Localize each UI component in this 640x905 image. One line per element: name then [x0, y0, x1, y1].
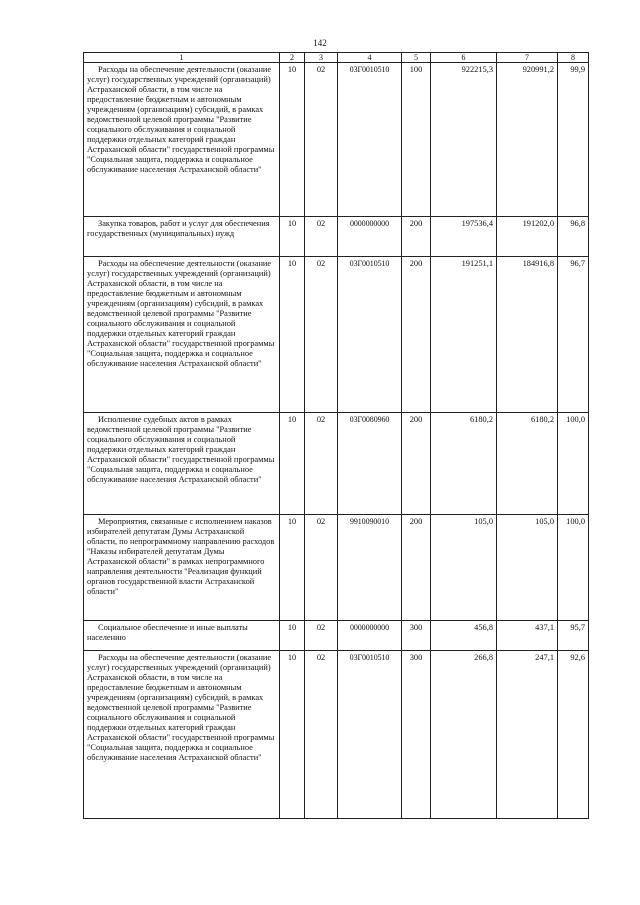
cell-section: 10	[280, 63, 305, 217]
cell-planned: 922215,3	[431, 63, 497, 217]
cell-expense-type: 300	[402, 621, 431, 651]
cell-percent: 100,0	[558, 413, 589, 515]
cell-section: 10	[280, 217, 305, 257]
header-row	[84, 53, 589, 63]
table-row	[84, 63, 589, 217]
cell-target-code: 9910090010	[338, 515, 402, 621]
cell-executed: 191202,0	[497, 217, 558, 257]
table-row	[84, 515, 589, 621]
row-description: Мероприятия, связанные с исполнением наказов избирателей депутатам Думы Астраханской области, по непрограммному направлению расходов "Наказы избирателей депутатам Думы Астраханской области" в рамках непрограммного направления деятельности "Реализация функций органов государственной власти Астраханской области"	[84, 515, 280, 621]
budget-table	[83, 52, 589, 819]
column-header: 6	[431, 53, 497, 63]
cell-expense-type: 200	[402, 257, 431, 413]
cell-expense-type: 200	[402, 217, 431, 257]
row-description: Расходы на обеспечение деятельности (оказание услуг) государственных учреждений (организаций) Астраханской области, в том числе на предоставление бюджетным и автономным учреждениям (организациям) субсидий, в рамках ведомственной целевой программы "Развитие социального обслуживания и социальной поддержки отдельных категорий граждан Астраханской области" государственной программы "Социальная защита, поддержка и социальное обслуживание населения Астраханской области"	[84, 257, 280, 413]
cell-planned: 456,8	[431, 621, 497, 651]
cell-planned: 105,0	[431, 515, 497, 621]
cell-percent: 100,0	[558, 515, 589, 621]
cell-planned: 197536,4	[431, 217, 497, 257]
row-description: Социальное обеспечение и иные выплаты населению	[84, 621, 280, 651]
table-row	[84, 257, 589, 413]
cell-section: 10	[280, 257, 305, 413]
row-description: Расходы на обеспечение деятельности (оказание услуг) государственных учреждений (организаций) Астраханской области, в том числе на предоставление бюджетным и автономным учреждениям (организациям) субсидий, в рамках ведомственной целевой программы "Развитие социального обслуживания и социальной поддержки отдельных категорий граждан Астраханской области" государственной программы "Социальная защита, поддержка и социальное обслуживание населения Астраханской области"	[84, 651, 280, 819]
cell-executed: 437,1	[497, 621, 558, 651]
cell-expense-type: 200	[402, 515, 431, 621]
row-description: Исполнение судебных актов в рамках ведомственной целевой программы "Развитие социального обслуживания и социальной поддержки отдельных категорий граждан Астраханской области" государственной программы "Социальная защита, поддержка и социальное обслуживание населения Астраханской области"	[84, 413, 280, 515]
column-header: 4	[338, 53, 402, 63]
table-row	[84, 217, 589, 257]
cell-executed: 184916,8	[497, 257, 558, 413]
page-number: 142	[313, 38, 327, 48]
cell-section: 10	[280, 413, 305, 515]
table-row	[84, 651, 589, 819]
cell-executed: 247,1	[497, 651, 558, 819]
cell-percent: 92,6	[558, 651, 589, 819]
cell-percent: 95,7	[558, 621, 589, 651]
cell-planned: 6180,2	[431, 413, 497, 515]
cell-subsection: 02	[305, 217, 338, 257]
cell-percent: 96,8	[558, 217, 589, 257]
cell-subsection: 02	[305, 63, 338, 217]
cell-target-code: 03Г0010510	[338, 63, 402, 217]
column-header: 3	[305, 53, 338, 63]
cell-expense-type: 300	[402, 651, 431, 819]
cell-section: 10	[280, 515, 305, 621]
cell-planned: 191251,1	[431, 257, 497, 413]
row-description: Расходы на обеспечение деятельности (оказание услуг) государственных учреждений (организаций) Астраханской области, в том числе на предоставление бюджетным и автономным учреждениям (организациям) субсидий, в рамках ведомственной целевой программы "Развитие социального обслуживания и социальной поддержки отдельных категорий граждан Астраханской области" государственной программы "Социальная защита, поддержка и социальное обслуживание населения Астраханской области"	[84, 63, 280, 217]
cell-subsection: 02	[305, 651, 338, 819]
cell-percent: 99,9	[558, 63, 589, 217]
cell-section: 10	[280, 651, 305, 819]
cell-subsection: 02	[305, 621, 338, 651]
cell-subsection: 02	[305, 515, 338, 621]
column-header: 5	[402, 53, 431, 63]
row-description: Закупка товаров, работ и услуг для обеспечения государственных (муниципальных) нужд	[84, 217, 280, 257]
column-header: 2	[280, 53, 305, 63]
cell-planned: 266,8	[431, 651, 497, 819]
cell-expense-type: 200	[402, 413, 431, 515]
cell-subsection: 02	[305, 413, 338, 515]
cell-executed: 105,0	[497, 515, 558, 621]
cell-executed: 6180,2	[497, 413, 558, 515]
cell-expense-type: 100	[402, 63, 431, 217]
cell-target-code: 03Г0080960	[338, 413, 402, 515]
column-header: 8	[558, 53, 589, 63]
column-header: 1	[84, 53, 280, 63]
table-row	[84, 621, 589, 651]
column-header: 7	[497, 53, 558, 63]
cell-target-code: 03Г0010510	[338, 651, 402, 819]
cell-target-code: 0000000000	[338, 621, 402, 651]
cell-percent: 96,7	[558, 257, 589, 413]
cell-executed: 920991,2	[497, 63, 558, 217]
table-row	[84, 413, 589, 515]
cell-section: 10	[280, 621, 305, 651]
cell-target-code: 0000000000	[338, 217, 402, 257]
cell-subsection: 02	[305, 257, 338, 413]
cell-target-code: 03Г0010510	[338, 257, 402, 413]
